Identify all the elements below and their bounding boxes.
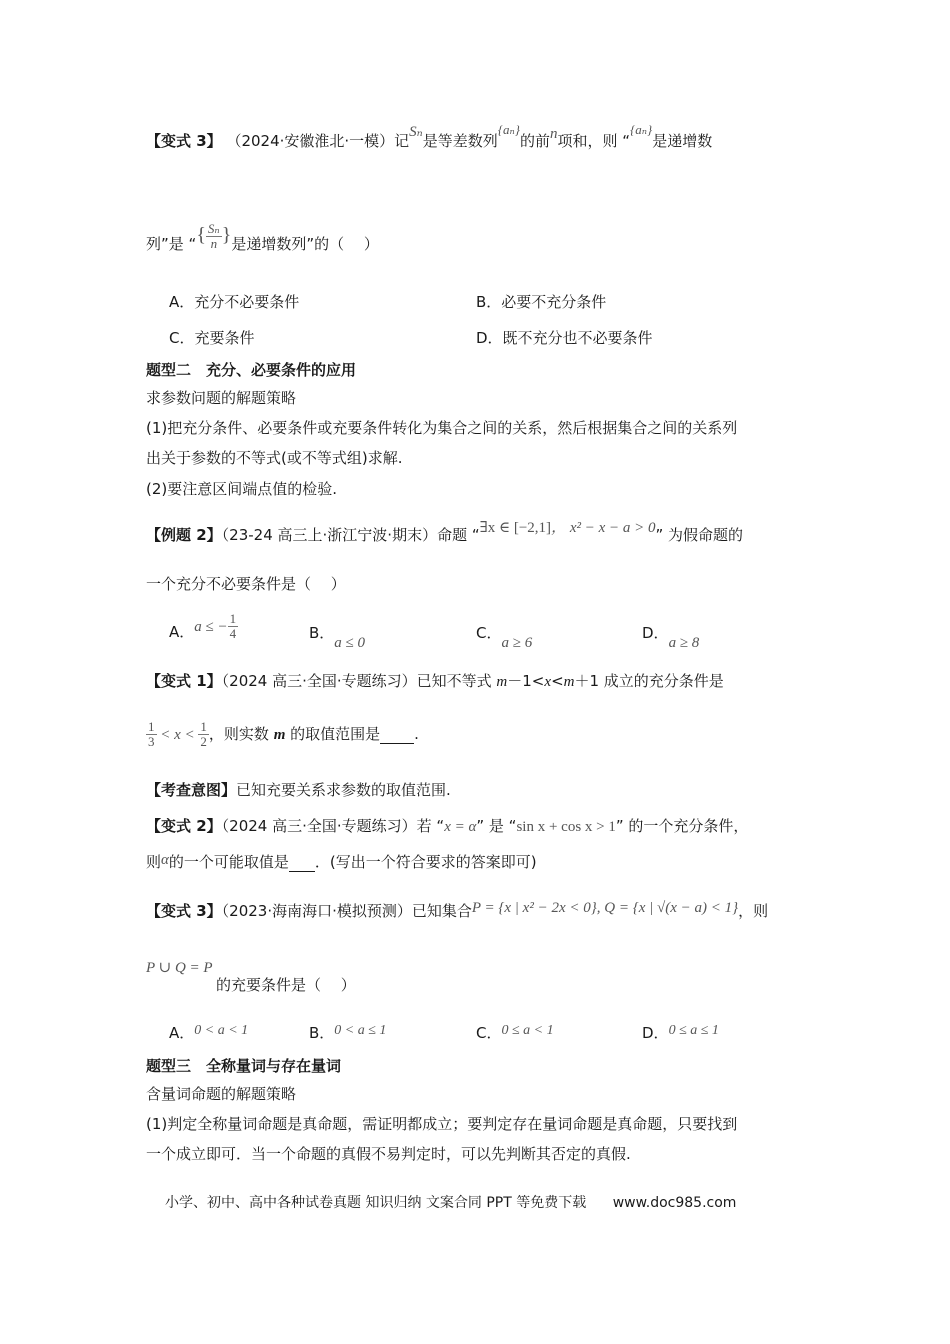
text: ．(写出一个符合要求的答案即可) [314,853,537,871]
answer-blank[interactable] [289,853,315,872]
text: ＋1 成立的充分条件是 [574,672,724,690]
option-label: D． [642,624,669,642]
section-heading: 题型三 全称量词与存在量词 [146,1057,342,1075]
intent-tag: 【考查意图】 [146,781,237,799]
option-a[interactable] [169,1022,248,1043]
math: 0 ≤ a < 1 [501,1023,554,1038]
text: 的前 [519,132,550,150]
option-label: A． [169,1024,195,1042]
option-label: B． [309,624,335,642]
frac-den: 3 [148,734,155,749]
math: 0 < a < 1 [194,1023,249,1038]
variant3b-line2: 的充要条件是（ ） [216,976,356,994]
option-b[interactable] [309,1022,386,1043]
text: ” 的一个充分条件， [615,817,749,835]
option-b[interactable]: B．必要不充分条件 [476,293,607,311]
frac-num: 1 [200,719,207,734]
math: a ≥ 6 [501,635,533,651]
source: （23-24 高三上·浙江宁波·期末）命题 “ [221,526,480,544]
text: 已知充要关系求参数的取值范围. [236,781,451,799]
footer-text: 小学、初中、高中各种试卷真题 知识归纳 文案合同 PPT 等免费下载 [165,1195,587,1211]
option-label: C． [476,624,502,642]
math-an: {aₙ} [630,122,653,137]
option-a[interactable] [169,611,238,647]
answer-blank[interactable] [380,725,414,744]
text: （2024 高三·全国·专题练习）已知不等式 [221,672,497,690]
text: 项和，则 “ [557,132,631,150]
variant-tag: 【变式 3】 [146,132,222,150]
text: 的一个可能取值是 [168,853,289,871]
math: m [273,727,286,743]
frac-num: Sₙ [207,221,220,236]
footer-link[interactable]: www.doc985.com [612,1195,737,1211]
example2-line1 [146,520,744,545]
option-label: A． [169,623,195,641]
option-label: B． [309,1024,335,1042]
math: < x < [156,727,199,743]
option-d[interactable] [642,622,700,651]
option-c[interactable]: C．充要条件 [169,329,255,347]
frac-num: 1 [229,611,237,626]
option-label: D． [642,1024,669,1042]
math: x [544,674,552,690]
strategy-p1-cont: 一个成立即可．当一个命题的真假不易判定时，可以先判断其否定的真假. [146,1145,631,1163]
section-heading: 题型二 充分、必要条件的应用 [146,361,357,379]
frac-den: 4 [229,626,237,641]
example2-line2: 一个充分不必要条件是（ ） [146,575,346,593]
math-n: n [549,126,558,142]
option-c[interactable] [476,622,533,651]
variant1-line1 [146,670,724,691]
frac-num: 1 [148,719,155,734]
brace-fraction: { $\frac{\text{Sₙ}}{n}$ } [196,221,232,251]
strategy-p1: (1)判定全称量词命题是真命题，需证明都成立；要判定存在量词命题是真命题，只要找到 [146,1115,738,1133]
option-d[interactable] [642,1022,719,1043]
strategy-title: 含量词命题的解题策略 [146,1085,297,1103]
math: α [161,852,169,868]
strategy-title: 求参数问题的解题策略 [146,389,297,407]
variant1-line2 [146,720,419,749]
option-b[interactable] [309,622,366,651]
variant2-line1 [146,815,748,836]
math: a ≤ − [194,619,228,635]
math-an: {aₙ} [497,122,520,137]
variant-tag: 【变式 1】 [146,672,222,690]
text: （2024 高三·全国·专题练习）若 “ [221,817,445,835]
option-a[interactable]: A．充分不必要条件 [169,293,300,311]
variant-tag: 【变式 2】 [146,817,222,835]
math-inequality: ， x² − x − a > 0 [551,520,656,536]
text: . [414,725,419,743]
text: ，则实数 [208,725,274,743]
math: a ≤ 0 [334,635,366,651]
option-c[interactable] [476,1022,554,1043]
option-label: C． [476,1024,502,1042]
variant3a-line1 [146,122,713,151]
text: 则 [146,853,162,871]
text: －1< [507,672,545,690]
frac-den: n [210,236,218,251]
math: a ≥ 8 [668,635,700,651]
text: 列”是 “ [146,235,197,253]
option-d[interactable]: D．既不充分也不必要条件 [476,329,653,347]
variant3b-line1 [146,900,768,921]
strategy-p1-cont: 出关于参数的不等式(或不等式组)求解. [146,449,403,467]
math: 0 ≤ a ≤ 1 [668,1023,719,1038]
text: 是等差数列 [422,132,498,150]
frac-den: 2 [200,734,207,749]
text: 的取值范围是 [285,725,381,743]
footer [165,1192,736,1212]
source: （2024·安徽淮北·一模）记 [226,132,410,150]
text: 是递增数 [652,132,713,150]
math: x = α [444,819,477,835]
math: sin x + cos x > 1 [516,819,616,835]
math: m [496,674,508,690]
text: ” 为假命题的 [655,526,744,544]
math: m [563,674,575,690]
variant-tag: 【变式 3】 [146,902,222,920]
text: 是递增数列”的（ ） [231,235,379,253]
text: ” 是 “ [476,817,517,835]
math-union: P ∪ Q = P [146,960,213,976]
math-sets: P = {x | x² − 2x < 0}, Q = {x | √(x − a) < 1} [471,900,739,916]
math: 0 < a ≤ 1 [334,1023,387,1038]
variant3a-line2 [146,221,379,259]
math-Sn: Sₙ [409,124,423,140]
example-tag: 【例题 2】 [146,526,222,544]
text: （2023·海南海口·模拟预测）已知集合 [221,902,472,920]
variant2-line2 [146,851,537,872]
strategy-p1: (1)把充分条件、必要条件或充要条件转化为集合之间的关系，然后根据集合之间的关系列 [146,419,738,437]
strategy-p2: (2)要注意区间端点值的检验. [146,480,338,498]
intent-line [146,779,451,800]
math-exists: ∃x ∈ [−2,1] [479,520,552,536]
text: < [551,672,564,690]
text: ，则 [738,902,769,920]
